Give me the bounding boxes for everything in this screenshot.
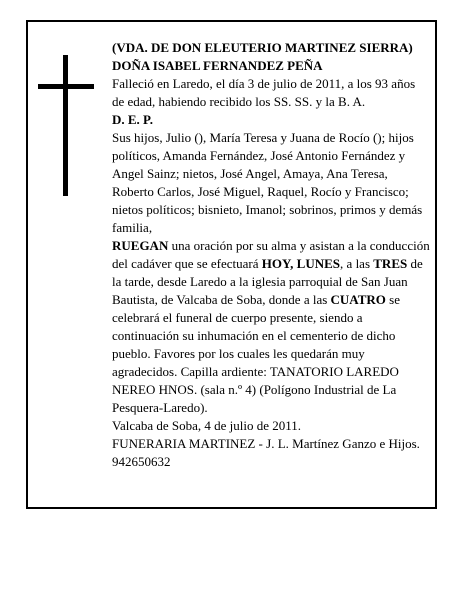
widow-line: (VDA. DE DON ELEUTERIO MARTINEZ SIERRA): [112, 40, 413, 55]
request-text-3: de la tarde, desde Laredo a la iglesia parroquial de San Juan Bautista, de Valcaba de Soba, donde a las: [112, 256, 423, 307]
request-text-4: se celebrará el funeral de cuerpo presente, siendo a continuación su inhumación en el cementerio de dicho pueblo. Favores por los cuales les quedarán muy agradecidos. Capilla ardiente: TANATORIO LAREDO NEREO HNOS. (sala n.º 4) (Polígono Industrial de La Pesquera-Laredo).: [112, 292, 400, 415]
ruegan-keyword: RUEGAN: [112, 238, 169, 253]
funeral-request: [112, 237, 430, 417]
tres-keyword: TRES: [373, 256, 408, 271]
deceased-name: DOÑA ISABEL FERNANDEZ PEÑA: [112, 58, 323, 73]
request-text-2: , a las: [340, 256, 374, 271]
request-text-1: una oración por su alma y asistan a la conducción del cadáver que se efectuará: [112, 238, 430, 271]
cross-vertical-bar: [63, 55, 68, 196]
rip-line: D. E. P.: [112, 112, 154, 127]
cuatro-keyword: CUATRO: [330, 292, 386, 307]
hoy-lunes-keyword: HOY, LUNES: [261, 256, 341, 271]
death-notice: Falleció en Laredo, el día 3 de julio de 2011, a los 93 años de edad, habiendo recibido los SS. SS. y la B. A.: [112, 76, 416, 109]
funeral-home: FUNERARIA MARTINEZ - J. L. Martínez Ganzo e Hijos. 942650632: [112, 436, 420, 469]
place-date: Valcaba de Soba, 4 de julio de 2011.: [112, 418, 302, 433]
obituary-text: [112, 39, 430, 471]
family-list: Sus hijos, Julio (), María Teresa y Juana de Rocío (); hijos políticos, Amanda Fernández, José Antonio Fernández y Angel Sainz; nietos, José Angel, Amaya, Ana Teresa, Roberto Carlos, José Miguel, Raquel, Rocío y Francisco; nietos políticos; bisnieto, Imanol; sobrinos, primos y demás familia,: [112, 130, 423, 235]
cross-horizontal-bar: [38, 84, 94, 89]
